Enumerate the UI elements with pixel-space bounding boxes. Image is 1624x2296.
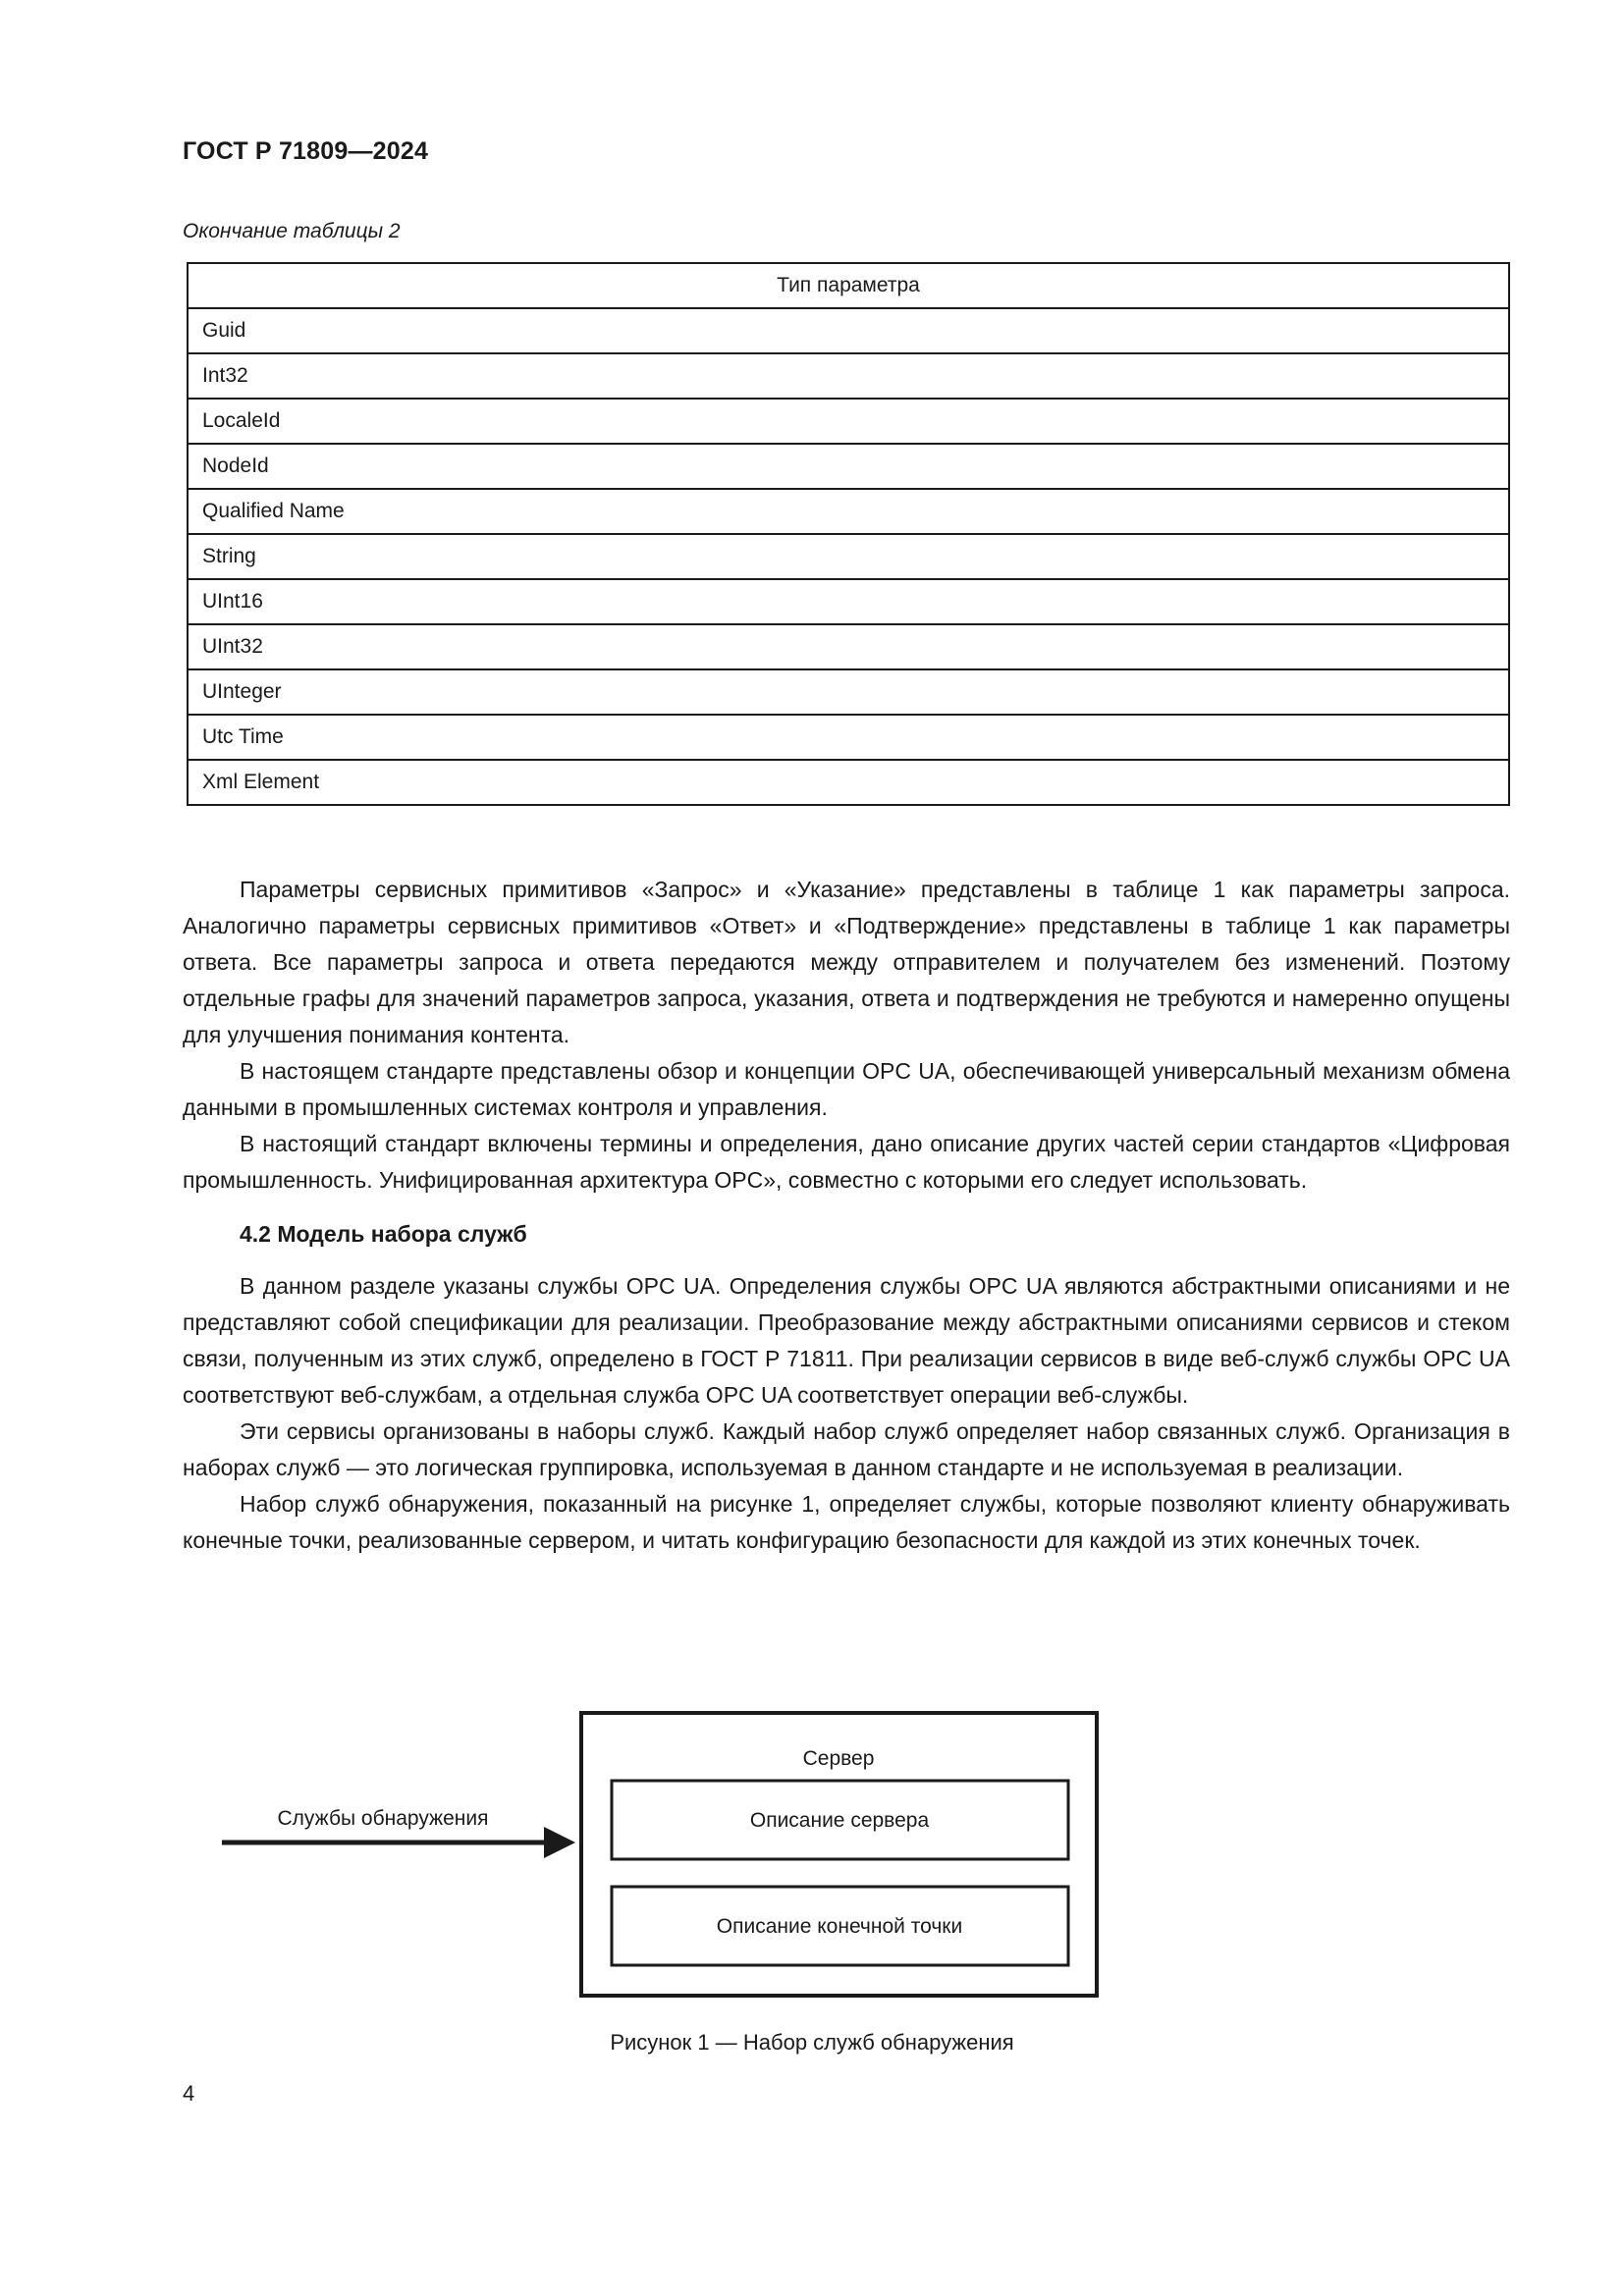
table-body	[188, 308, 1509, 805]
table-cell-type: Utc Time	[188, 715, 1509, 760]
document-header: ГОСТ Р 71809—2024	[183, 137, 429, 165]
paragraph: В данном разделе указаны службы OPC UA. Определения службы OPC UA являются абстрактными описаниями и не представляют собой спецификации для реализации. Преобразование между абстрактными описаниями сервисов и стеком связи, полученным из этих служб, определено в ГОСТ Р 71811. При реализации сервисов в виде веб-служб службы OPC UA соответствуют веб-службам, а отдельная служба OPC UA соответствует операции веб-службы.	[183, 1273, 1510, 1408]
discovery-arrow-head	[544, 1827, 575, 1858]
table-row	[188, 444, 1509, 489]
table-cell-type: LocaleId	[188, 399, 1509, 444]
table-cell-type: NodeId	[188, 444, 1509, 489]
page-number: 4	[183, 2081, 195, 2106]
table-cell-type: UInteger	[188, 669, 1509, 715]
table-cell-type: UInt32	[188, 624, 1509, 669]
table-row	[188, 715, 1509, 760]
table-row	[188, 579, 1509, 624]
discovery-service-set-diagram	[183, 1703, 1510, 2007]
section-heading-4-2: 4.2 Модель набора служб	[240, 1221, 527, 1247]
paragraph: Параметры сервисных примитивов «Запрос» и «Указание» представлены в таблице 1 как параметры запроса. Аналогично параметры сервисных примитивов «Ответ» и «Подтверждение» представлены в таблице 1 как параметры ответа. Все параметры запроса и ответа передаются между отправителем и получателем без изменений. Поэтому отдельные графы для значений параметров запроса, указания, ответа и подтверждения не требуются и намеренно опущены для улучшения понимания контента.	[183, 877, 1510, 1047]
table-cell-type: Xml Element	[188, 760, 1509, 805]
table-row	[188, 760, 1509, 805]
table-caption: Окончание таблицы 2	[183, 220, 401, 242]
server-box-label: Сервер	[802, 1747, 875, 1770]
body-text-block	[183, 872, 1510, 1559]
table-cell-type: UInt16	[188, 579, 1509, 624]
table-cell-type: Qualified Name	[188, 489, 1509, 534]
table-row	[188, 624, 1509, 669]
table-cell-type: Guid	[188, 308, 1509, 353]
paragraph: В настоящем стандарте представлены обзор и концепции OPC UA, обеспечивающей универсальный механизм обмена данными в промышленных системах контроля и управления.	[183, 1058, 1510, 1120]
table-header-row	[188, 263, 1509, 308]
paragraph: Набор служб обнаружения, показанный на рисунке 1, определяет службы, которые позволяют клиенту обнаруживать конечные точки, реализованные сервером, и читать конфигурацию безопасности для каждой из этих конечных точек.	[183, 1491, 1510, 1553]
table-cell-type: Int32	[188, 353, 1509, 399]
paragraph: В настоящий стандарт включены термины и определения, дано описание других частей серии стандартов «Цифровая промышленность. Унифицированная архитектура OPC», совместно с которыми его следует использовать.	[183, 1131, 1510, 1193]
table-cell-type: String	[188, 534, 1509, 579]
arrow-label: Службы обнаружения	[277, 1807, 489, 1830]
table-row	[188, 489, 1509, 534]
figure-1	[183, 1703, 1510, 2007]
parameter-type-table	[187, 262, 1510, 806]
table-row	[188, 399, 1509, 444]
table-row	[188, 308, 1509, 353]
table-column-header-parameter-type: Тип параметра	[188, 263, 1509, 308]
table-row	[188, 534, 1509, 579]
paragraph: Эти сервисы организованы в наборы служб. Каждый набор служб определяет набор связанных служб. Организация в наборах служб — это логическая группировка, используемая в данном стандарте и не используемая в реализации.	[183, 1418, 1510, 1480]
figure-caption: Рисунок 1 — Набор служб обнаружения	[610, 2030, 1014, 2055]
endpoint-description-label: Описание конечной точки	[716, 1915, 963, 1938]
table-row	[188, 669, 1509, 715]
table-row	[188, 353, 1509, 399]
server-description-label: Описание сервера	[749, 1809, 930, 1832]
